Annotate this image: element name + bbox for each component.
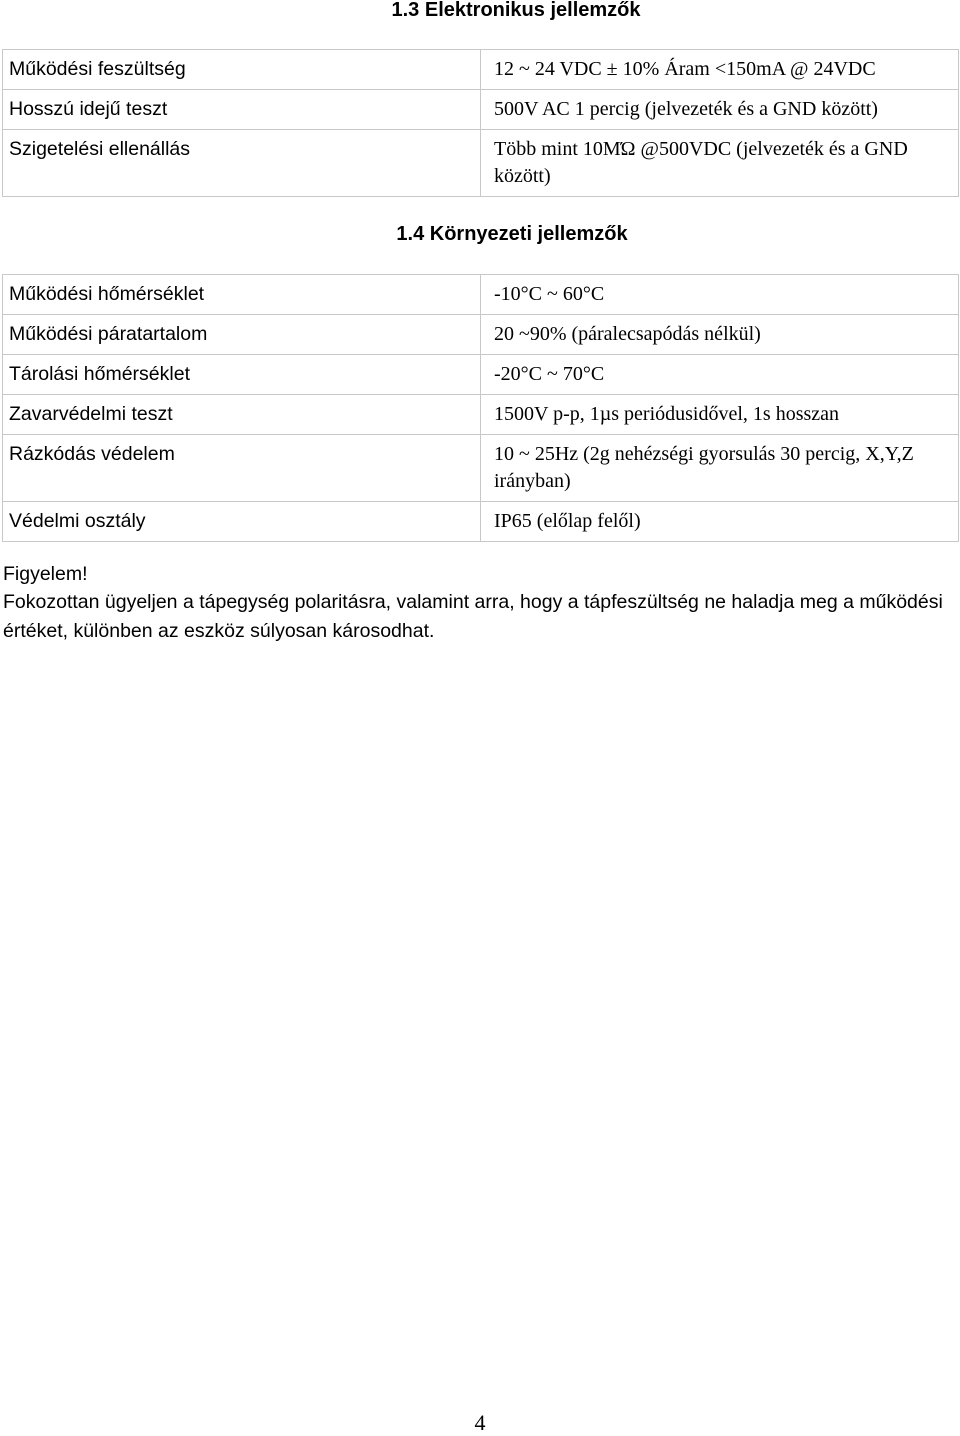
table-row	[3, 435, 959, 502]
spec-value: 1500V p-p, 1µs periódusidővel, 1s hosszan	[481, 395, 959, 435]
spec-value: 500V AC 1 percig (jelvezeték és a GND között)	[481, 90, 959, 130]
table-row	[3, 395, 959, 435]
spec-value: -20°C ~ 70°C	[481, 355, 959, 395]
spec-label: Hosszú idejű teszt	[3, 90, 481, 130]
spec-label: Védelmi osztály	[3, 502, 481, 542]
spec-label: Működési páratartalom	[3, 315, 481, 355]
spec-label: Szigetelési ellenállás	[3, 130, 481, 197]
table-row	[3, 355, 959, 395]
table-row	[3, 50, 959, 90]
section-title-electronic: 1.3 Elektronikus jellemzők	[391, 0, 641, 21]
spec-value: 12 ~ 24 VDC ± 10% Áram <150mA @ 24VDC	[481, 50, 959, 90]
table-row	[3, 315, 959, 355]
table-row	[3, 90, 959, 130]
spec-label: Zavarvédelmi teszt	[3, 395, 481, 435]
page-number: 4	[474, 1410, 486, 1435]
spec-value: -10°C ~ 60°C	[481, 275, 959, 315]
spec-value: IP65 (előlap felől)	[481, 502, 959, 542]
electronic-spec-table	[2, 49, 959, 197]
table-row	[3, 130, 959, 197]
spec-label: Működési hőmérséklet	[3, 275, 481, 315]
warning-text: Fokozottan ügyeljen a tápegység polaritásra, valamint arra, hogy a tápfeszültség ne haladja meg a működési értéket, különben az eszköz súlyosan károsodhat.	[3, 591, 943, 642]
spec-value: 20 ~90% (páralecsapódás nélkül)	[481, 315, 959, 355]
spec-label: Tárolási hőmérséklet	[3, 355, 481, 395]
spec-label: Rázkódás védelem	[3, 435, 481, 502]
warning-title: Figyelem!	[3, 563, 88, 585]
environment-spec-table	[2, 274, 959, 542]
spec-label: Működési feszültség	[3, 50, 481, 90]
spec-value: 10 ~ 25Hz (2g nehézségi gyorsulás 30 percig, X,Y,Z irányban)	[481, 435, 959, 502]
section-title-environment: 1.4 Környezeti jellemzők	[396, 223, 628, 245]
spec-value: Több mint 10MΏ @500VDC (jelvezeték és a GND között)	[481, 130, 959, 197]
table-row	[3, 502, 959, 542]
table-row	[3, 275, 959, 315]
